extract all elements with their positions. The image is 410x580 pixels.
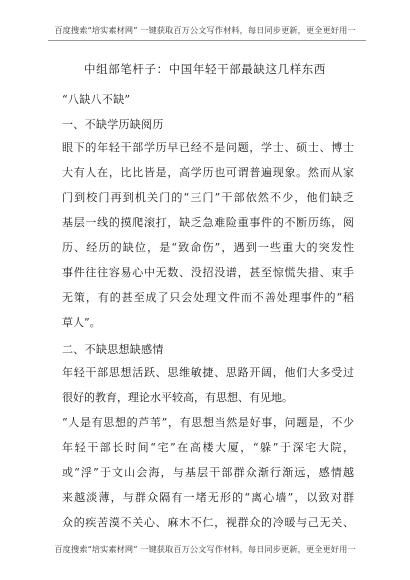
- section-1-line: 无策，有的甚至成了只会处理文件而不善处理事件的“稻: [62, 291, 354, 304]
- section-2-line: 年轻干部长时间“宅”在高楼大厦，“躲”于深宅大院，: [62, 441, 354, 454]
- section-1-line: 草人”。: [62, 316, 101, 329]
- section-2-line: “人是有思想的芦苇”，有思想当然是好事，问题是，不少: [62, 416, 354, 429]
- section-heading-2: 二、不缺思想缺感情: [62, 343, 164, 356]
- section-heading-1: 一、不缺学历缺阅历: [62, 118, 164, 131]
- intro-heading: “八缺八不缺”: [62, 93, 131, 106]
- section-1-line: 大有人在，比比皆是，高学历也可谓普遍现象。然而从家: [62, 166, 354, 179]
- header-rule: [48, 40, 366, 41]
- section-2-line: 来越淡薄，与群众隔有一堵无形的“离心墙”，以致对群: [62, 491, 354, 504]
- section-2-line: 众的疾苦漠不关心、麻木不仁，视群众的冷暖与己无关、: [62, 516, 354, 529]
- section-1-line: 历、经历的缺位，是“致命伤”，遇到一些重大的突发性: [62, 241, 354, 254]
- document-title: 中组部笔杆子：中国年轻干部最缺这几样东西: [84, 62, 326, 76]
- section-2-line: 或“浮”于文山会海，与基层干部群众渐行渐远，感情越: [62, 466, 354, 479]
- section-1-line: 眼下的年轻干部学历早已经不是问题，学士、硕士、博士: [62, 141, 354, 154]
- header-banner: 百度搜索“培实素材网” 一键获取百万公文写作材料，每日同步更新，更全更好用一: [54, 25, 356, 35]
- section-1-line: 基层一线的摸爬滚打，缺乏急难险重事件的不断历练，阅: [62, 216, 354, 229]
- footer-banner: 百度搜索“培实素材网” 一键获取百万公文写作材料，每日同步更新，更全更好用一: [54, 544, 356, 554]
- section-1-line: 门到校门再到机关门的“三门”干部依然不少，他们缺乏: [62, 191, 354, 204]
- section-1-line: 事件往往容易心中无数、没招没谱，甚至惊慌失措、束手: [62, 266, 354, 279]
- section-2-line: 很好的教育，理论水平较高，有思想、有见地。: [62, 391, 293, 404]
- section-2-line: 年轻干部思想活跃、思维敏捷、思路开阔，他们大多受过: [62, 366, 354, 379]
